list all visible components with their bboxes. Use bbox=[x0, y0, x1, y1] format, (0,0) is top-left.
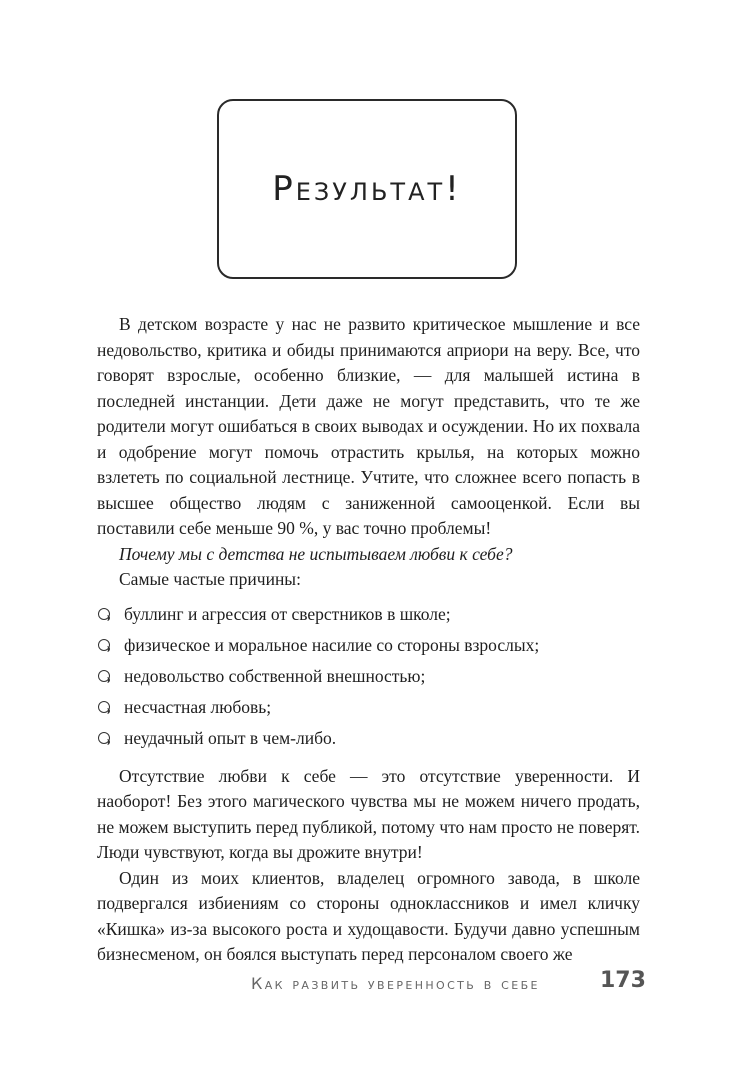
page-number: 173 bbox=[600, 968, 646, 993]
italic-question: Почему мы с детства не испытываем любви к себе? bbox=[119, 543, 513, 564]
circle-bullet-icon bbox=[98, 670, 110, 682]
paragraph: В детском возрасте у нас не развито критическое мышление и все недовольство, критика и обиды принимаются априори на веру. Все, что говорят взрослые, особенно близкие, — для малышей истина в последней инстанции. Дети даже не могут представить, что те же родители могут ошибаться в своих выводах и осуждении. Но их похвала и одобрение могут помочь отрастить крылья, на которых можно взлететь по социальной лестнице. Учтите, что сложнее всего попасть в высшее общество людям с заниженной самооценкой. Если вы поставили себе меньше 90 %, у вас точно проблемы! bbox=[97, 314, 640, 538]
chapter-title-box bbox=[217, 99, 517, 279]
paragraph: Самые частые причины: bbox=[119, 569, 301, 589]
list-item-text: буллинг и агрессия от сверстников в школе; bbox=[124, 603, 451, 624]
list-item bbox=[97, 599, 640, 630]
circle-bullet-icon bbox=[98, 608, 110, 620]
paragraph: Отсутствие любви к себе — это отсутствие уверенности. И наоборот! Без этого магического чувства мы не можем ничего продать, не можем выступить перед публикой, потому что нам просто не поверят. Люди чувствуют, когда вы дрожите внутри! bbox=[97, 765, 640, 862]
page-footer bbox=[0, 962, 735, 1002]
chapter-title: Результат! bbox=[272, 169, 462, 209]
circle-bullet-icon bbox=[98, 639, 110, 651]
list-item bbox=[97, 692, 640, 723]
list-item-text: неудачный опыт в чем-либо. bbox=[124, 727, 337, 748]
body-text bbox=[97, 312, 640, 968]
list-item-text: несчастная любовь; bbox=[124, 696, 272, 717]
circle-bullet-icon bbox=[98, 701, 110, 713]
list-item bbox=[97, 723, 640, 754]
running-footer-title: Как развить уверенность в себе bbox=[251, 974, 540, 993]
circle-bullet-icon bbox=[98, 732, 110, 744]
list-item-text: недовольство собственной внешностью; bbox=[124, 665, 426, 686]
list-item bbox=[97, 661, 640, 692]
reasons-list bbox=[97, 599, 640, 754]
list-item bbox=[97, 630, 640, 661]
paragraph: Один из моих клиентов, владелец огромного завода, в школе подвергался избиениям со стороны одноклассников и имел кличку «Кишка» из-за высокого роста и худощавости. Будучи давно успешным бизнесменом, он боялся выступать перед персоналом своего же bbox=[97, 867, 640, 964]
list-item-text: физическое и моральное насилие со стороны взрослых; bbox=[124, 634, 540, 655]
